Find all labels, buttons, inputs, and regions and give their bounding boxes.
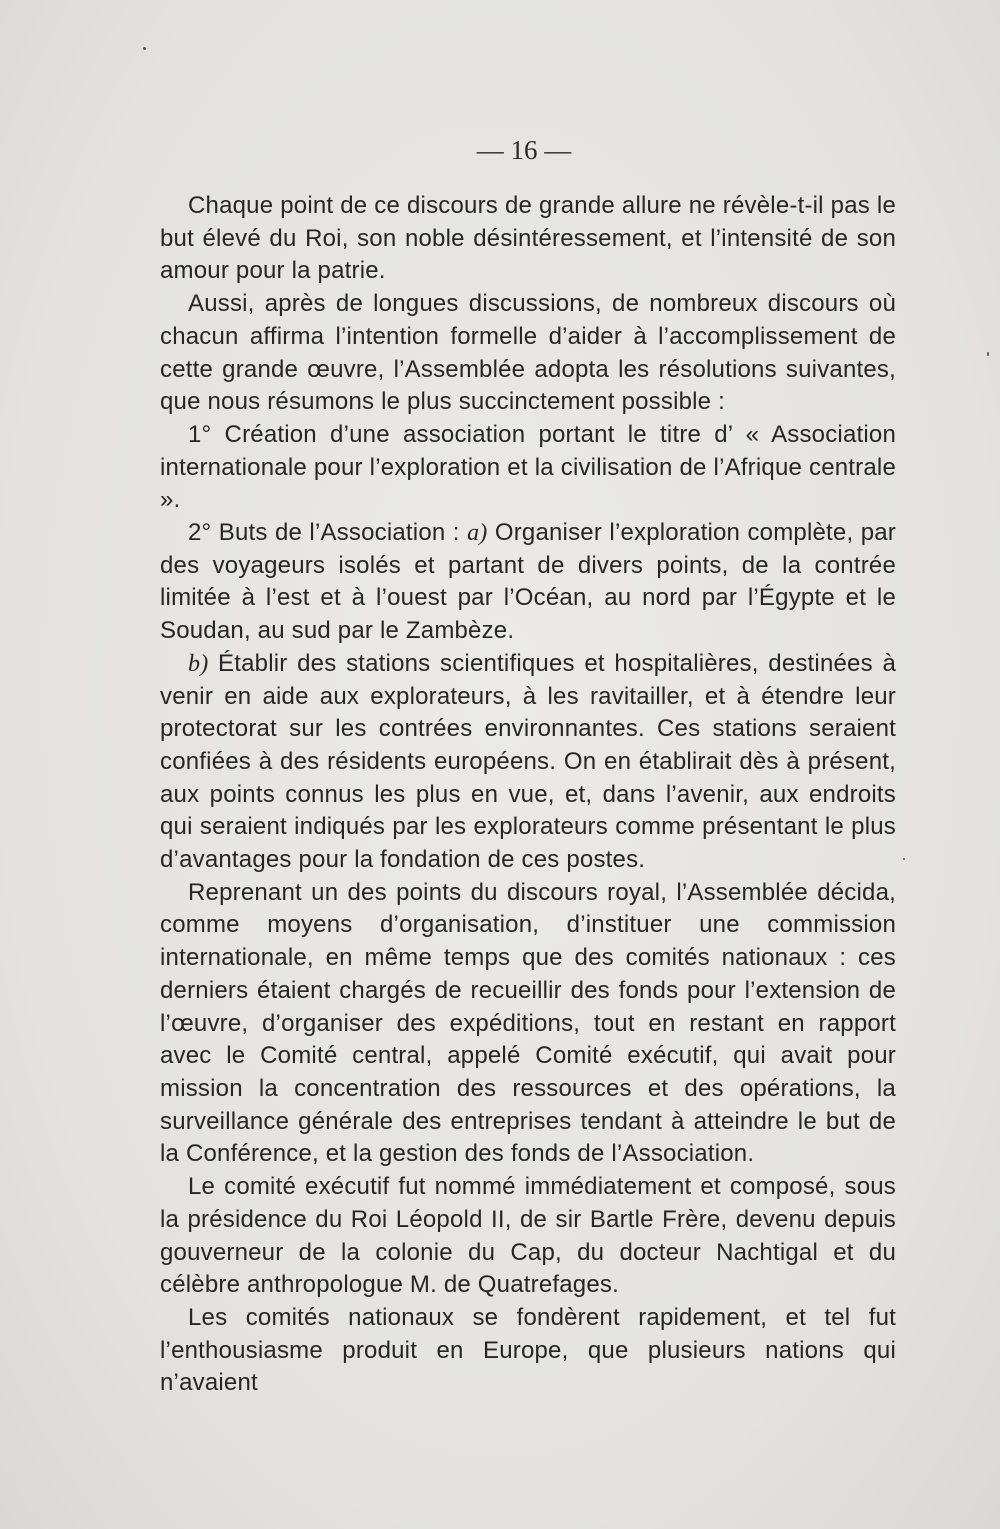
paragraph: [160, 517, 896, 648]
paragraph: Les comités nationaux se fondèrent rapidement, et tel fut l’enthousiasme produit en Europe, que plusieurs nations qui n’avaient: [160, 1303, 896, 1397]
paper-speck: [987, 352, 989, 356]
paragraph-prefix: 2° Buts de l’Association :: [188, 519, 468, 547]
page-body: [160, 190, 896, 1400]
paragraph: [160, 648, 896, 877]
page-number: — 16 —: [476, 135, 572, 165]
paragraph-text: Établir des stations scientifiques et hospitalières, destinées à venir en aide aux explorateurs, à les ravitailler, et à étendre leur protectorat sur les contrées environnantes. Ces stations seraient confiées à des résidents européens. On en établirait dès à présent, aux points connus les plus en vue, et, dans l’avenir, aux endroits qui seraient indiqués par les explorateurs comme présentant le plus d’avantages pour la fondation de ces postes.: [160, 649, 896, 874]
list-marker: b): [188, 650, 209, 677]
paragraph: Chaque point de ce discours de grande allure ne révèle-t-il pas le but élevé du Roi, son noble désintéressement, et l’intensité de son amour pour la patrie.: [160, 192, 896, 285]
paper-speck: [903, 858, 905, 860]
list-marker: a): [467, 520, 488, 547]
paragraph: Reprenant un des points du discours royal, l’Assemblée décida, comme moyens d’organisation, d’instituer une commission internationale, en même temps que des comités nationaux : ces derniers étaient chargés de recueillir des fonds pour l’extension de l’œuvre, d’organiser des expéditions, tout en restant en rapport avec le Comité central, appelé Comité exécutif, qui avait pour mission la concentration des ressources et des opérations, la surveillance générale des entreprises tendant à atteindre le but de la Conférence, et la gestion des fonds de l’Association.: [160, 878, 896, 1168]
paper-speck: [143, 47, 146, 50]
paragraph: Le comité exécutif fut nommé immédiatement et composé, sous la présidence du Roi Léopold II, de sir Bartle Frère, devenu depuis gouverneur de la colonie du Cap, du docteur Nachtigal et du célèbre anthropologue M. de Quatrefages.: [160, 1173, 896, 1299]
paragraph-text: Organiser l’exploration complète, par des voyageurs isolés et partant de divers points, de la contrée limitée à l’est et à l’ouest par l’Océan, au nord par l’Égypte et le Soudan, au sud par le Zambèze.: [160, 519, 896, 645]
paragraph: 1° Création d’une association portant le titre d’ « Association internationale pour l’exploration et la civilisation de l’Afrique centrale ».: [160, 420, 896, 514]
paragraph: Aussi, après de longues discussions, de nombreux discours où chacun affirma l’intention formelle d’aider à l’accomplissement de cette grande œuvre, l’Assemblée adopta les résolutions suivantes, que nous résumons le plus succinctement possible :: [160, 290, 896, 416]
